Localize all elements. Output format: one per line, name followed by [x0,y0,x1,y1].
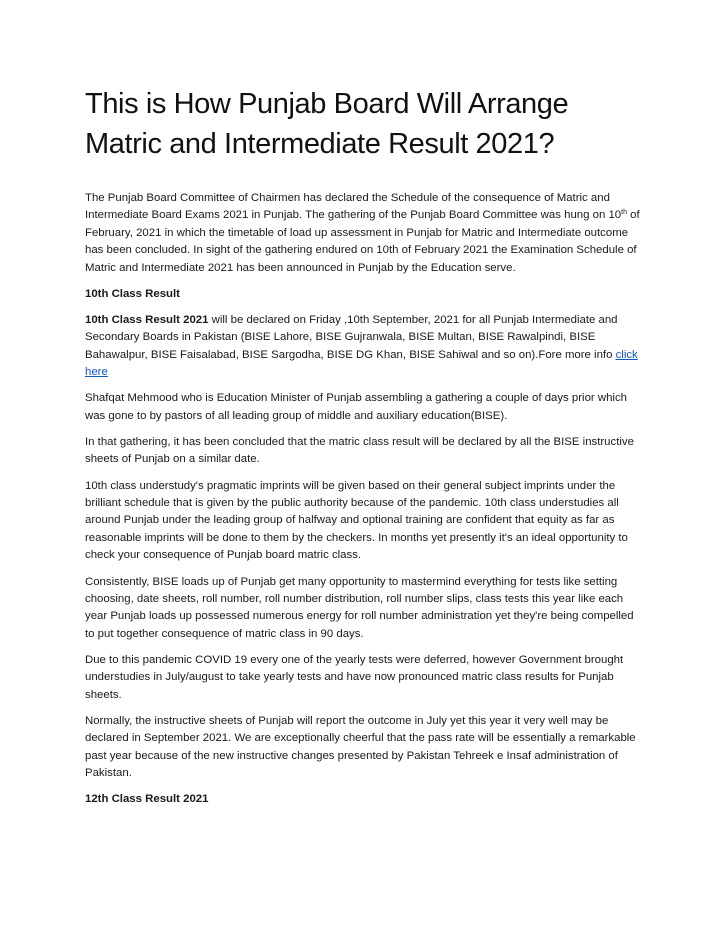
ordinal-superscript: th [621,209,627,217]
click-here-link[interactable]: click here [85,348,638,379]
result-announcement-paragraph [85,312,640,382]
page-title [85,84,645,164]
title-line-2: Matric and Intermediate Result 2021? [85,128,555,160]
pandemic-paragraph: Due to this pandemic COVID 19 every one of the yearly tests were deferred, however Government brought understudies in July/august to take yearly tests and have now pronounced matric class results for Punjab sheets. [85,653,624,701]
section-heading-10th-class: 10th Class Result [85,287,180,300]
title-line-1: This is How Punjab Board Will Arrange [85,88,569,120]
result-announcement-lead: 10th Class Result 2021 [85,314,209,327]
minister-paragraph: Shafqat Mehmood who is Education Minister of Punjab assembling a gathering a couple of days prior which was gone to by pastors of all leading group of middle and auxiliary education(BISE). [85,392,627,422]
result-timing-paragraph: Normally, the instructive sheets of Punjab will report the outcome in July yet this year it very well may be declared in September 2021. We are exceptionally cheerful that the pass rate will be essentially a remarkable past year because of the new instructive changes presented by Pakistan Tehreek e Insaf administration of Pakistan. [85,714,636,780]
article-body [85,190,640,818]
section-heading-12th-class: 12th Class Result 2021 [85,793,209,806]
practical-marks-paragraph: 10th class understudy's pragmatic imprints will be given based on their general subject imprints under the brilliant schedule that is given by the public authority because of the pandemic. 10th class understudies all around Punjab under the leading group of halfway and optional training are confident that equity as far as reasonable imprints will be done to them by the checkers. In months yet presently it's an ideal opportunity to check your consequence of Punjab board matric class. [85,479,628,562]
intro-text-part1: The Punjab Board Committee of Chairmen has declared the Schedule of the consequence of Matric and Intermediate Board Exams 2021 in Punjab. The gathering of the Punjab Board Committee was hung on 10 [85,192,622,222]
intro-text-part2: of February, 2021 in which the timetable of load up assessment in Punjab for Matric and Intermediate outcome has been concluded. In sight of the gathering endured on 10th of February 2021 the Examination Schedule of Matric and Intermediate 2021 has been announced in Punjab by the Education serve. [85,209,640,274]
result-announcement-text: will be declared on Friday ,10th September, 2021 for all Punjab Intermediate and Secondary Boards in Pakistan (BISE Lahore, BISE Gujranwala, BISE Multan, BISE Rawalpindi, BISE Bahawalpur, BISE Faisalabad, BISE Sargodha, BISE DG Khan, BISE Sahiwal and so on).Fore more info [85,314,618,361]
intro-paragraph [85,190,640,277]
gathering-paragraph: In that gathering, it has been concluded that the matric class result will be declared by all the BISE instructive sheets of Punjab on a similar date. [85,436,634,466]
bise-boards-paragraph: Consistently, BISE loads up of Punjab get many opportunity to mastermind everything for tests like setting choosing, date sheets, roll number, roll number distribution, roll number slips, class tests this year like each year Punjab loads up possessed numerous energy for roll number administration yet they're being compelled to put together consequence of matric class in 90 days. [85,575,634,640]
